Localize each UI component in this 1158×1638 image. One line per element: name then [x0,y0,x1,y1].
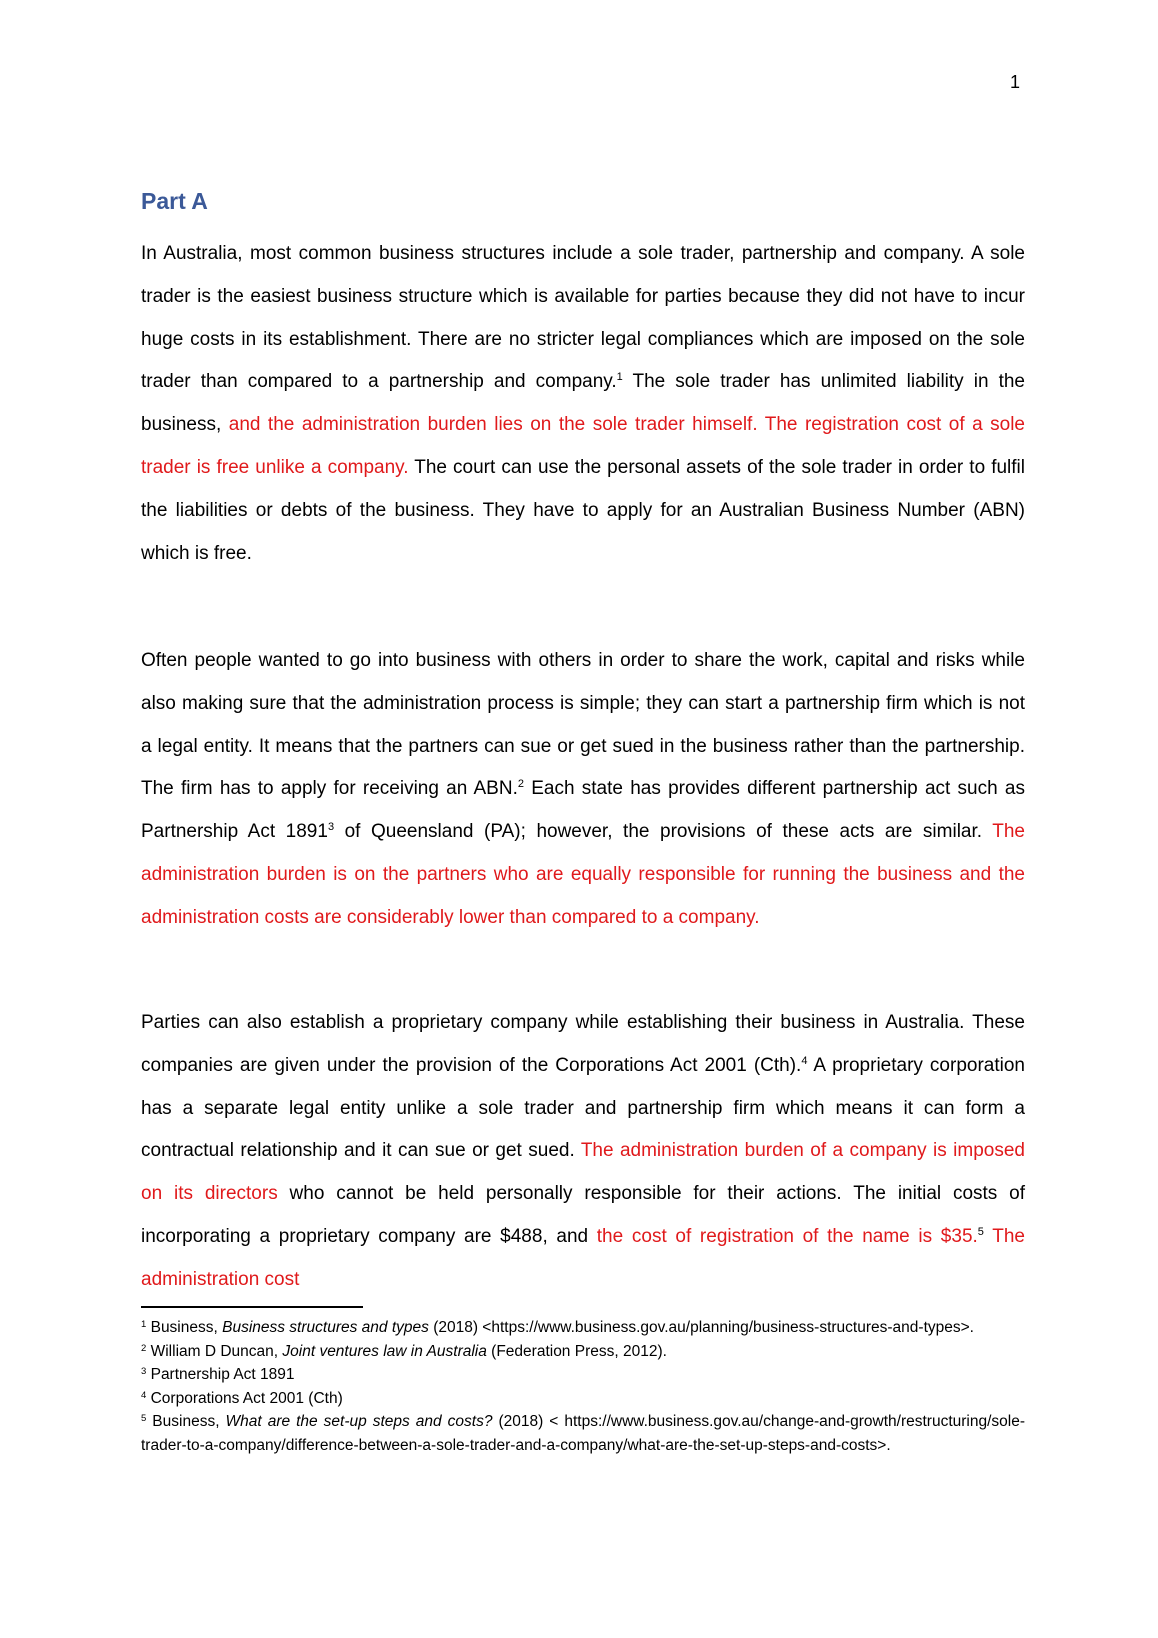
footnote-ref[interactable]: 4 [801,1054,808,1067]
footnotes [141,1316,1025,1457]
footnote-4 [141,1387,1025,1411]
footnote-text: Business, [146,1319,223,1336]
paragraph-text: The sole trader has unlimited liability in the business, [141,371,1025,436]
footnote-3 [141,1363,1025,1387]
footnote-ref[interactable]: 3 [327,821,335,834]
section-heading: Part A [141,188,208,214]
footnote-text: (2018) <https://www.business.gov.au/planning/business-structures-and-types>. [428,1319,974,1336]
paragraph-text: of Queensland (PA); however, the provisions of these acts are similar. [334,821,993,843]
footnote-5 [141,1410,1025,1457]
footnote-ref[interactable]: 2 [517,778,524,791]
highlighted-text: The administration burden of a company is imposed on its directors [141,1140,1025,1205]
footnote-text: (2018) < https://www.business.gov.au/change-and-growth/restructuring/sole-trader-to-a-company/difference-between-a-sole-trader-and-a-company/what-are-the-set-up-steps-and-costs>. [141,1413,1026,1454]
footnote-number: 1 [141,1319,147,1330]
paragraph-text: Parties can also establish a proprietary company while establishing their business in Australia. These companies are given under the provision of the Corporations Act 2001 (Cth). [141,1012,1025,1076]
footnote-title: Business structures and types [222,1319,429,1336]
footnote-text: (Federation Press, 2012). [486,1342,667,1360]
paragraph-2 [141,640,1025,940]
footnote-1 [141,1316,1025,1340]
highlighted-text: The administration burden is on the partners who are equally responsible for running the business and the administration costs are considerably lower than compared to a company. [141,821,1025,928]
footnote-number: 4 [141,1389,147,1401]
footnote-separator [141,1306,363,1308]
footnote-title: Joint ventures law in Australia [282,1342,487,1360]
paragraph-1 [141,233,1025,575]
footnote-text: Business, [146,1413,226,1430]
paragraph-3 [141,1002,1025,1302]
highlighted-text: the cost of registration of the name is $35. [596,1225,978,1247]
footnote-ref[interactable]: 1 [616,371,623,384]
footnote-text: Corporations Act 2001 (Cth) [146,1389,343,1407]
footnote-text: Partnership Act 1891 [146,1366,295,1383]
paragraph-text: Often people wanted to go into business with others in order to share the work, capital and risks while also making sure that the administration process is simple; they can start a partnership firm which is not a legal entity. It means that the partners can sue or get sued in the business rather than the partnership. The firm has to apply for receiving an ABN. [141,650,1025,800]
footnote-number: 5 [141,1413,147,1424]
footnote-2 [141,1340,1025,1364]
footnote-number: 2 [141,1342,147,1354]
paragraph-text: who cannot be held personally responsible for their actions. The initial costs of incorporating a proprietary company are $488, and [141,1183,1026,1247]
paragraph-text: Each state has provides different partnership act such as Partnership Act 1891 [141,778,1025,843]
footnote-number: 3 [141,1366,147,1377]
highlighted-text: The administration cost [141,1225,1025,1290]
paragraph-text: The court can use the personal assets of the sole trader in order to fulfil the liabilities or debts of the business. They have to apply for an Australian Business Number (ABN) which is free. [141,456,1025,564]
footnote-ref[interactable]: 5 [977,1225,984,1238]
highlighted-text: and the administration burden lies on the sole trader himself. The registration cost of a sole trader is free unlike a company. [141,414,1025,478]
paragraph-text: In Australia, most common business structures include a sole trader, partnership and company. A sole trader is the easiest business structure which is available for parties because they did not have to incur huge costs in its establishment. There are no stricter legal compliances which are imposed on the sole trader than compared to a partnership and company. [141,243,1025,393]
footnote-title: What are the set-up steps and costs? [225,1413,493,1430]
page-number: 1 [1010,72,1021,92]
footnote-text: William D Duncan, [146,1342,283,1360]
paragraph-text: A proprietary corporation has a separate legal entity unlike a sole trader and partnership firm which means it can form a contractual relationship and it can sue or get sued. [141,1054,1025,1162]
